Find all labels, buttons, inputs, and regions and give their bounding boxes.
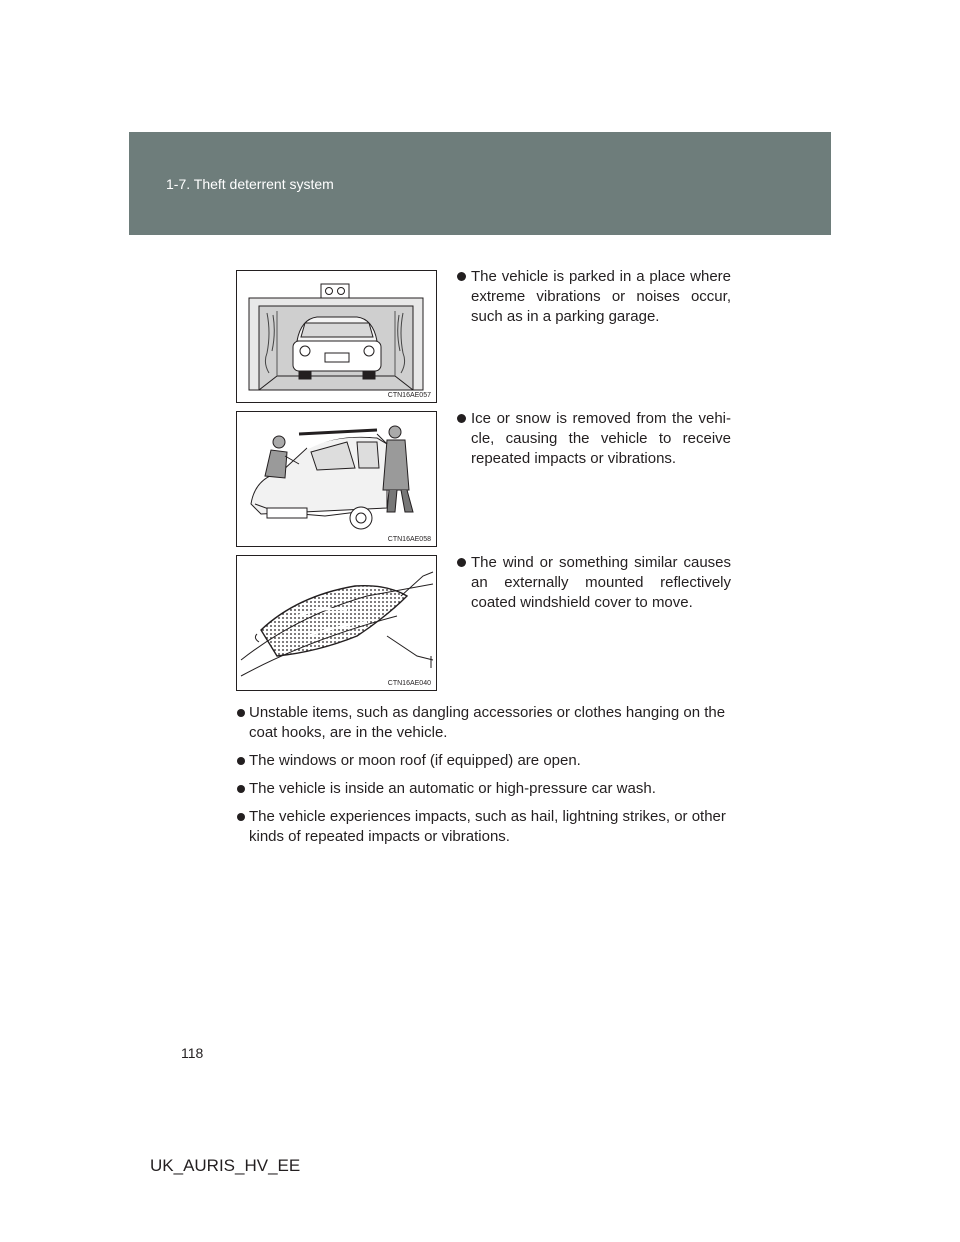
list-item-text: The windows or moon roof (if equipped) are open.: [249, 752, 581, 769]
list-item-text: Unstable items, such as dangling accessories or clothes hanging on the coat hooks, are in the vehicle.: [249, 704, 726, 741]
bullet-text: The vehicle is parked in a place where extreme vibrations or noises occur, such as in a parking garage.: [471, 268, 731, 325]
bullet-icon: [237, 757, 245, 765]
figure-code: CTN16AE040: [387, 680, 431, 687]
windshield-cover-illustration: [236, 555, 437, 691]
bullet-item: [455, 409, 731, 469]
bullet-item: [455, 553, 731, 613]
list-item: [236, 703, 736, 743]
list-item: [236, 751, 736, 771]
list-item: [236, 779, 736, 799]
bullet-icon: [237, 813, 245, 821]
bullet-icon: [457, 558, 466, 567]
bullet-icon: [237, 709, 245, 717]
figure-code: CTN16AE058: [387, 536, 431, 543]
list-item: [236, 807, 736, 847]
bullet-icon: [457, 414, 466, 423]
bullet-text: Ice or snow is removed from the vehi-cle, causing the vehicle to receive repeated impacts or vibrations.: [471, 410, 731, 467]
bullet-icon: [237, 785, 245, 793]
snow-removal-illustration: [236, 411, 437, 547]
page-number: 118: [181, 1045, 204, 1061]
bullet-item: [455, 267, 731, 327]
document-code: UK_AURIS_HV_EE: [150, 1156, 301, 1175]
bullet-text: The wind or something similar causes an externally mounted reflectively coated windshield cover to move.: [471, 554, 731, 611]
bullet-icon: [457, 272, 466, 281]
section-title: 1-7. Theft deterrent system: [166, 176, 334, 192]
figure-code: CTN16AE057: [387, 392, 431, 399]
list-item-text: The vehicle is inside an automatic or high-pressure car wash.: [249, 780, 656, 797]
list-item-text: The vehicle experiences impacts, such as hail, lightning strikes, or other kinds of repeated impacts or vibrations.: [249, 808, 726, 845]
parking-garage-illustration: [236, 270, 437, 403]
bullet-list: [236, 703, 736, 855]
